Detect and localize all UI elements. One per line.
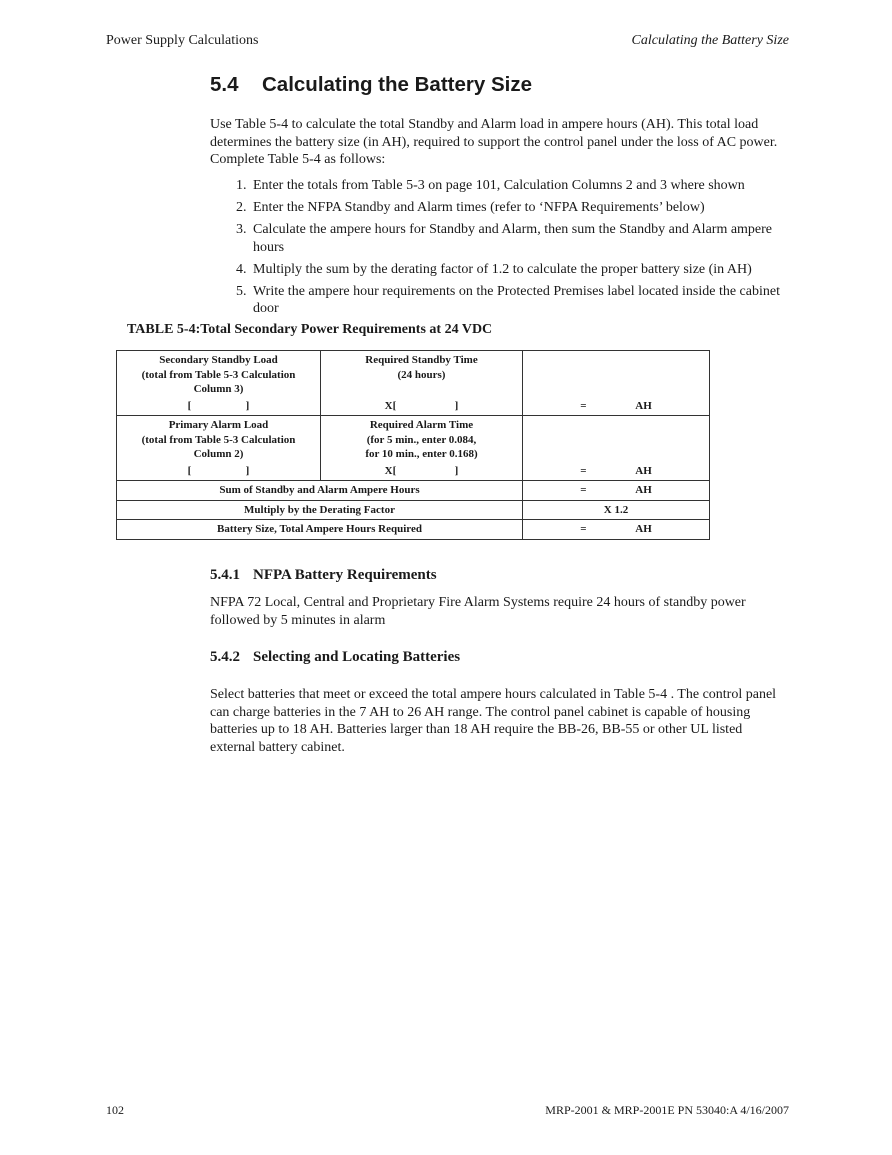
nfpa-paragraph: NFPA 72 Local, Central and Proprietary Fire Alarm Systems require 24 hours of standby power followed by 5 minutes in alarm (210, 595, 746, 628)
batteries-paragraph: Select batteries that meet or exceed the total ampere hours calculated in Table 5-4 . The control panel can charge batteries in the 7 AH to 26 AH range. The control panel cabinet is capable of housing batteries up to 18 AH. Batteries larger than 18 AH require the BB-26, BB-55 or other UL listed external battery cabinet. (210, 687, 777, 755)
alarm-time-cell (321, 416, 523, 481)
step-text: Calculate the ampere hours for Standby and Alarm, then sum the Standby and Alarm ampere hours (253, 222, 773, 255)
alarm-result-cell (523, 416, 710, 481)
cell-text-line: Primary Alarm Load (168, 419, 269, 431)
alarm-load-entry (121, 464, 316, 479)
table-caption: TABLE 5-4:Total Secondary Power Requirements at 24 VDC (127, 322, 493, 337)
step-item (236, 261, 791, 279)
subsection-title-text: Selecting and Locating Batteries (253, 649, 461, 665)
open-bracket: [ (187, 399, 192, 412)
cell-text-line: (24 hours) (397, 368, 446, 381)
close-bracket: ] (245, 464, 250, 477)
step-item (236, 283, 791, 318)
step-number: 5. (236, 283, 247, 299)
table-row-total (117, 520, 710, 540)
step-number: 4. (236, 261, 247, 277)
open-bracket: [ (187, 464, 192, 477)
multiply-open-bracket: X[ (384, 464, 397, 477)
section-title (210, 73, 532, 97)
step-text: Multiply the sum by the derating factor of 1.2 to calculate the proper battery size (in AH) (253, 261, 752, 277)
sum-label-cell: Sum of Standby and Alarm Ampere Hours (117, 481, 523, 501)
cell-text-line: Required Alarm Time (369, 419, 474, 431)
standby-time-cell (321, 351, 523, 416)
cell-text-line: Secondary Standby Load (159, 354, 278, 366)
step-number: 2. (236, 200, 247, 215)
total-result-cell (523, 520, 710, 540)
table-row-standby (117, 351, 710, 416)
equals-sign: = (580, 399, 587, 412)
table-row-alarm (117, 416, 710, 481)
cell-text-line: (for 5 min., enter 0.084, (366, 433, 477, 446)
unit-label: AH (635, 484, 652, 496)
standby-load-entry (121, 399, 316, 414)
section-title-text: Calculating the Battery Size (262, 73, 532, 96)
battery-calculation-table (116, 350, 710, 540)
section-number: 5.4 (210, 73, 239, 96)
close-bracket: ] (454, 464, 459, 477)
cell-text-line: (total from Table 5-3 Calculation (141, 368, 296, 381)
step-text: Enter the totals from Table 5-3 on page 101, Calculation Columns 2 and 3 where shown (253, 178, 745, 193)
close-bracket: ] (454, 399, 459, 412)
equals-sign: = (580, 484, 587, 496)
multiply-open-bracket: X[ (384, 399, 397, 412)
cell-text-line: Column 2) (193, 448, 244, 460)
steps-list (236, 177, 791, 322)
step-number: 1. (236, 178, 247, 193)
cell-text-line: (total from Table 5-3 Calculation (141, 433, 296, 446)
equals-sign: = (580, 464, 587, 477)
alarm-time-entry (325, 464, 518, 479)
cell-text-line: Column 3) (193, 383, 244, 395)
total-label-cell: Battery Size, Total Ampere Hours Required (117, 520, 523, 540)
step-text: Write the ampere hour requirements on the Protected Premises label located inside the cabinet door (253, 283, 780, 316)
table-row-derate (117, 500, 710, 520)
subsection-title-text: NFPA Battery Requirements (253, 567, 437, 583)
table-row-sum (117, 481, 710, 501)
standby-result-cell (523, 351, 710, 416)
standby-load-cell (117, 351, 321, 416)
equals-sign: = (580, 523, 587, 535)
sum-result-cell (523, 481, 710, 501)
subsection-number: 5.4.2 (210, 649, 240, 665)
step-item (236, 221, 791, 256)
standby-time-entry (325, 399, 518, 414)
running-header-right: Calculating the Battery Size (631, 33, 789, 48)
unit-label: AH (635, 523, 652, 535)
unit-label: AH (635, 399, 652, 412)
unit-label: AH (635, 464, 652, 477)
subsection-title-batteries (210, 649, 460, 666)
derate-value-cell: X 1.2 (523, 500, 710, 520)
running-header-left: Power Supply Calculations (106, 33, 259, 48)
derate-label-cell: Multiply by the Derating Factor (117, 500, 523, 520)
subsection-number: 5.4.1 (210, 567, 240, 583)
step-text: Enter the NFPA Standby and Alarm times (refer to ‘NFPA Requirements’ below) (253, 200, 705, 215)
cell-text-line: for 10 min., enter 0.168) (365, 448, 478, 460)
step-item (236, 199, 791, 217)
document-id: MRP-2001 & MRP-2001E PN 53040:A 4/16/2007 (545, 1103, 789, 1117)
alarm-load-cell (117, 416, 321, 481)
cell-spacer (325, 382, 518, 397)
subsection-title-nfpa (210, 567, 437, 584)
close-bracket: ] (245, 399, 250, 412)
page-number: 102 (106, 1103, 124, 1117)
step-item (236, 177, 791, 195)
cell-text-line: Required Standby Time (365, 354, 478, 366)
intro-paragraph: Use Table 5-4 to calculate the total Standby and Alarm load in ampere hours (AH). This total load determines the battery size (in AH), required to support the control panel under the loss of AC power. Complete Table 5-4 as follows: (210, 117, 778, 168)
step-number: 3. (236, 222, 247, 237)
